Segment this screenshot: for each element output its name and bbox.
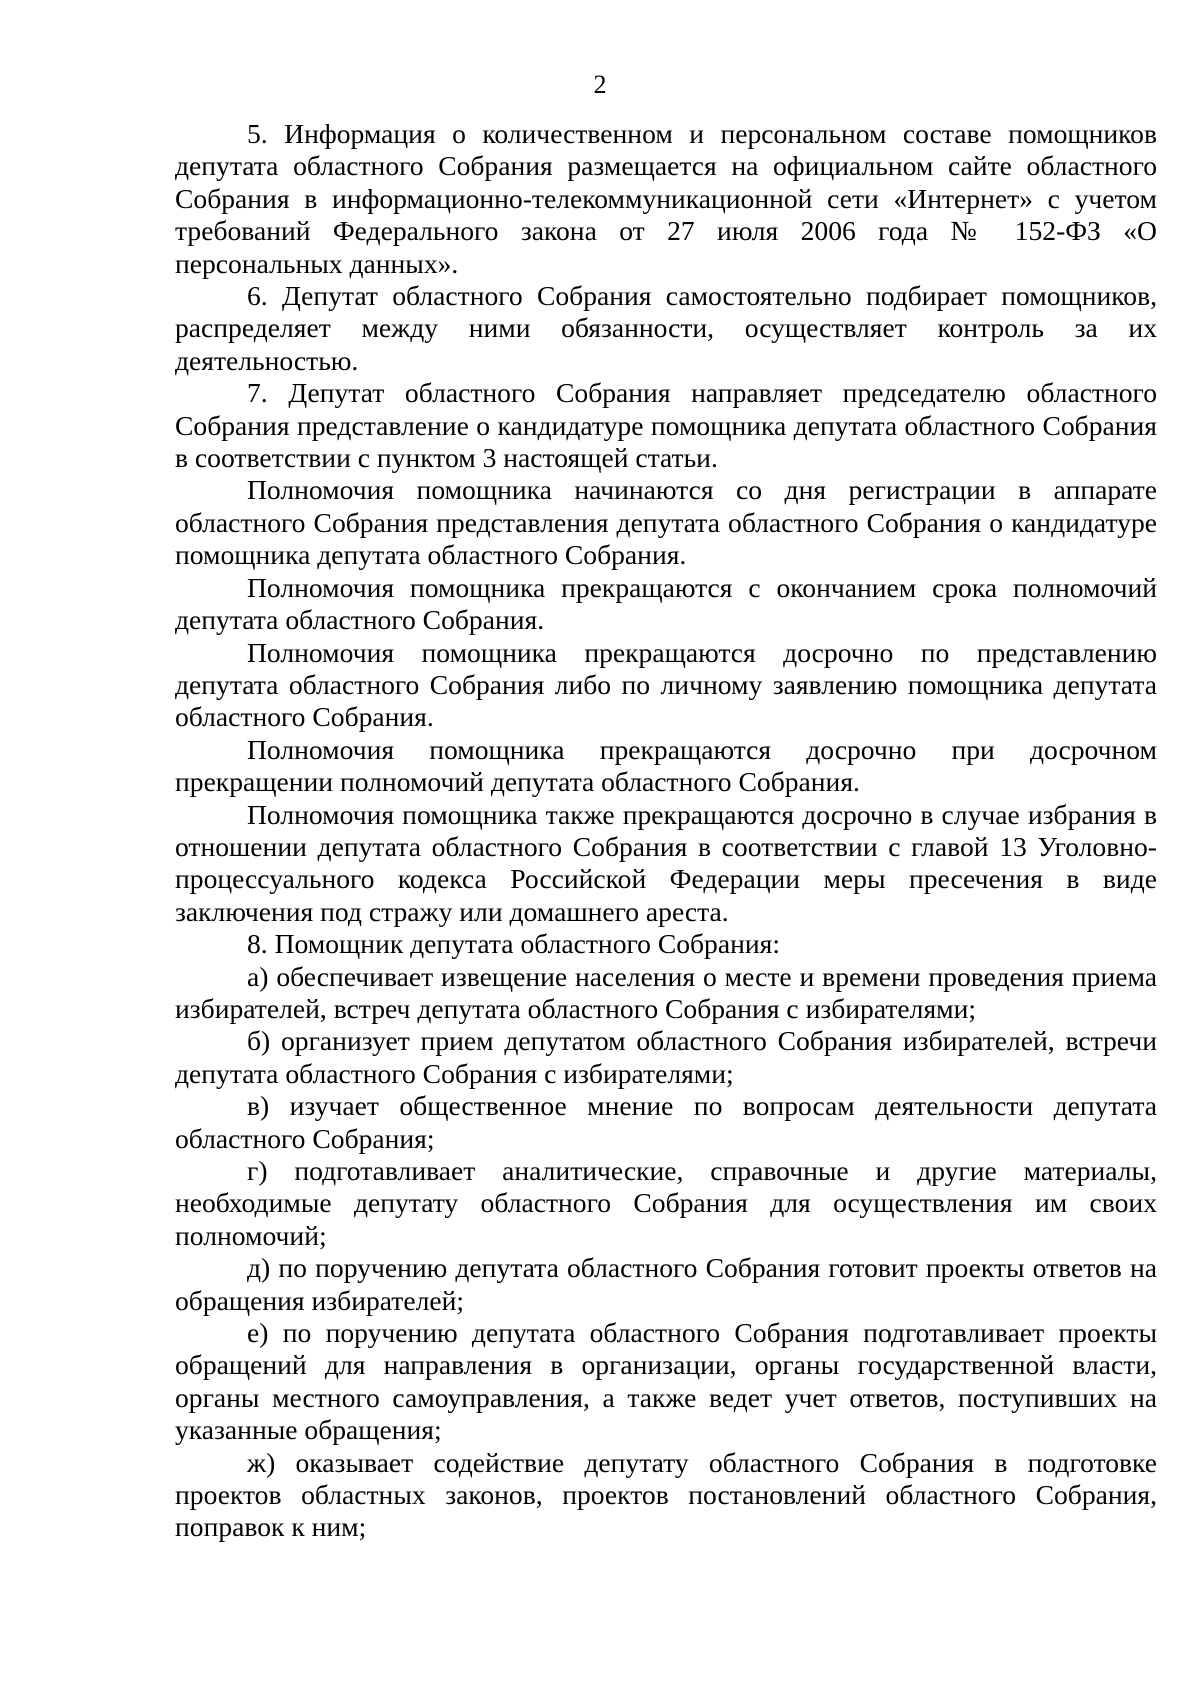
document-body: [175, 118, 1157, 1544]
subitem-e: е) по поручению депутата областного Собрания подготавливает проекты обращений для направления в организации, органы государственной власти, органы местного самоуправления, а также ведет учет ответов, поступивших на указанные обращения;: [175, 1317, 1157, 1446]
paragraph-item-5: 5. Информация о количественном и персональном составе помощников депутата областного Собрания размещается на официальном сайте областного Собрания в информационно-телекоммуникационной сети «Интернет» с учетом требований Федерального закона от 27 июля 2006 года № 152-ФЗ «О персональных данных».: [175, 118, 1157, 279]
paragraph-item-8: 8. Помощник депутата областного Собрания:: [247, 928, 780, 960]
subitem-zh: ж) оказывает содействие депутату областного Собрания в подготовке проектов областных законов, проектов постановлений областного Собрания, поправок к ним;: [175, 1446, 1157, 1543]
subitem-d: д) по поручению депутата областного Собрания готовит проекты ответов на обращения избирателей;: [175, 1252, 1157, 1316]
paragraph-item-7: 7. Депутат областного Собрания направляет председателю областного Собрания представление о кандидатуре помощника депутата областного Собрания в соответствии с пунктом 3 настоящей статьи.: [175, 377, 1157, 474]
paragraph-powers-early-custody: Полномочия помощника также прекращаются досрочно в случае избрания в отношении депутата областного Собрания в соответствии с главой 13 Уголовно-процессуального кодекса Российской Федерации меры пресечения в виде заключения под стражу или домашнего ареста.: [175, 798, 1157, 927]
paragraph-powers-start: Полномочия помощника начинаются со дня регистрации в аппарате областного Собрания представления депутата областного Собрания о кандидатуре помощника депутата областного Собрания.: [175, 474, 1157, 571]
paragraph-powers-early-deputy: Полномочия помощника прекращаются досрочно при досрочном прекращении полномочий депутата областного Собрания.: [175, 733, 1157, 798]
paragraph-powers-early-request: Полномочия помощника прекращаются досрочно по представлению депутата областного Собрания либо по личному заявлению помощника депутата областного Собрания.: [175, 636, 1157, 733]
subitem-g: г) подготавливает аналитические, справочные и другие материалы, необходимые депутату областного Собрания для осуществления им своих полномочий;: [175, 1155, 1157, 1251]
subitem-v: в) изучает общественное мнение по вопросам деятельности депутата областного Собрания;: [175, 1090, 1157, 1154]
subitem-b: б) организует прием депутатом областного Собрания избирателей, встречи депутата областного Собрания с избирателями;: [175, 1025, 1157, 1089]
paragraph-item-6: 6. Депутат областного Собрания самостоятельно подбирает помощников, распределяет между ними обязанности, осуществляет контроль за их деятельностью.: [175, 280, 1157, 376]
subitem-a: а) обеспечивает извещение населения о месте и времени проведения приема избирателей, встреч депутата областного Собрания с избирателями;: [175, 960, 1157, 1024]
page-number: 2: [593, 70, 607, 99]
paragraph-powers-end-term: Полномочия помощника прекращаются с окончанием срока полномочий депутата областного Собрания.: [175, 571, 1157, 636]
